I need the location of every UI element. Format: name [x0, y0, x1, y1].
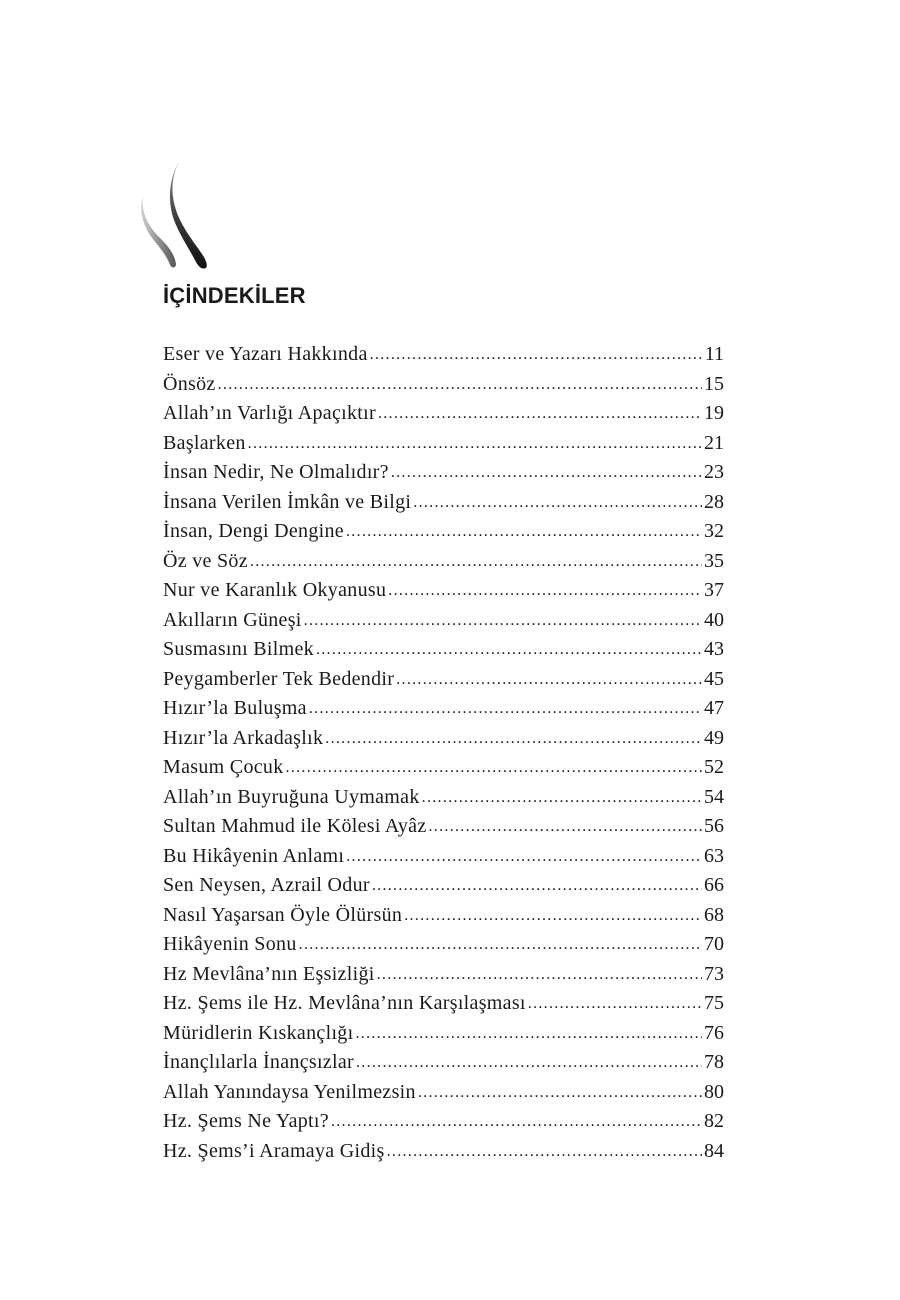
- toc-entry: [163, 1107, 724, 1137]
- page-title: İÇİNDEKİLER: [163, 283, 306, 308]
- toc-entry: [163, 1019, 724, 1049]
- dot-leader: [286, 752, 702, 783]
- dot-leader: [429, 811, 703, 842]
- dot-leader: [250, 546, 702, 577]
- dot-leader: [422, 782, 702, 813]
- toc-entry-title: Müridlerin Kıskançlığı: [163, 1021, 354, 1044]
- toc-entry-page-number: 40: [704, 608, 724, 631]
- dot-leader: [404, 900, 702, 931]
- toc-entry: [163, 930, 724, 960]
- toc-entry-page-number: 43: [704, 638, 724, 660]
- toc-entry-page-number: 78: [704, 1051, 724, 1073]
- toc-entry-title: İnsana Verilen İmkân ve Bilgi: [163, 490, 412, 513]
- toc-entry-page-number: 28: [704, 490, 724, 513]
- toc-entry-title: Nasıl Yaşarsan Öyle Ölürsün: [163, 903, 403, 926]
- toc-entry: [163, 842, 724, 872]
- toc-entry: [163, 960, 724, 990]
- dot-leader: [218, 369, 702, 400]
- toc-entry: [163, 694, 724, 724]
- toc-entry-page-number: 37: [704, 579, 724, 601]
- toc-entry-title: Hz Mevlâna’nın Eşsizliği: [163, 962, 375, 985]
- toc-entry-page-number: 54: [704, 785, 724, 808]
- toc-entry-page-number: 76: [704, 1021, 724, 1044]
- toc-entry-title: Sultan Mahmud ile Kölesi Ayâz: [163, 815, 427, 837]
- toc-entry-title: Peygamberler Tek Bedendir: [163, 667, 395, 690]
- toc-entry: [163, 665, 724, 695]
- toc-entry-title: Akılların Güneşi: [163, 608, 302, 631]
- dot-leader: [418, 1077, 702, 1108]
- toc-entry-page-number: 73: [704, 962, 724, 985]
- toc-entry: [163, 458, 724, 488]
- toc-entry-page-number: 52: [704, 756, 724, 778]
- toc-entry: [163, 1048, 724, 1078]
- dot-leader: [378, 398, 702, 429]
- toc-entry-title: Masum Çocuk: [163, 756, 284, 778]
- dot-leader: [370, 339, 703, 370]
- toc-entry: [163, 547, 724, 577]
- toc-entry-page-number: 11: [704, 343, 724, 365]
- toc-entry: [163, 635, 724, 665]
- toc-entry-title: Allah’ın Buyruğuna Uymamak: [163, 785, 420, 808]
- toc-entry-title: Allah Yanındaysa Yenilmezsin: [163, 1080, 416, 1103]
- toc-entry: [163, 783, 724, 813]
- toc-entry-page-number: 84: [704, 1139, 724, 1162]
- toc-entry: [163, 753, 724, 783]
- dot-leader: [325, 723, 702, 754]
- toc-entry-title: Önsöz: [163, 372, 216, 395]
- toc-entry-title: Hızır’la Buluşma: [163, 697, 307, 719]
- toc-entry-title: Hz. Şems ile Hz. Mevlâna’nın Karşılaşması: [163, 992, 526, 1014]
- dot-leader: [372, 870, 702, 901]
- dot-leader: [309, 693, 702, 724]
- dot-leader: [356, 1047, 702, 1078]
- toc-entry-title: Susmasını Bilmek: [163, 638, 314, 660]
- toc-entry-page-number: 23: [704, 461, 724, 483]
- toc-entry-title: Allah’ın Varlığı Apaçıktır: [163, 402, 376, 424]
- table-of-contents: [163, 340, 724, 1166]
- toc-entry-title: Başlarken: [163, 431, 246, 454]
- dot-leader: [304, 605, 702, 636]
- toc-entry-page-number: 21: [704, 431, 724, 454]
- toc-entry-title: İnsan, Dengi Dengine: [163, 520, 344, 542]
- dot-leader: [377, 959, 702, 990]
- toc-entry: [163, 488, 724, 518]
- toc-entry-title: Hikâyenin Sonu: [163, 933, 297, 955]
- calligraphic-flourish-icon: [136, 152, 220, 272]
- toc-entry-page-number: 80: [704, 1080, 724, 1103]
- dot-leader: [331, 1106, 702, 1137]
- toc-entry: [163, 1137, 724, 1167]
- toc-entry: [163, 606, 724, 636]
- toc-entry-page-number: 19: [704, 402, 724, 424]
- toc-entry: [163, 340, 724, 370]
- toc-entry-page-number: 56: [704, 815, 724, 837]
- toc-entry: [163, 724, 724, 754]
- toc-entry-title: Nur ve Karanlık Okyanusu: [163, 579, 387, 601]
- dot-leader: [346, 516, 702, 547]
- toc-entry-page-number: 47: [704, 697, 724, 719]
- dot-leader: [316, 634, 702, 665]
- toc-entry: [163, 1078, 724, 1108]
- toc-entry-title: İnsan Nedir, Ne Olmalıdır?: [163, 461, 389, 483]
- dot-leader: [248, 428, 702, 459]
- toc-entry-page-number: 63: [704, 844, 724, 867]
- toc-entry-page-number: 75: [704, 992, 724, 1014]
- toc-entry-title: Eser ve Yazarı Hakkında: [163, 343, 368, 365]
- dot-leader: [528, 988, 702, 1019]
- toc-entry-title: Hz. Şems’i Aramaya Gidiş: [163, 1139, 385, 1162]
- toc-entry-page-number: 35: [704, 549, 724, 572]
- toc-entry-page-number: 32: [704, 520, 724, 542]
- dot-leader: [396, 664, 702, 695]
- toc-entry-title: Hızır’la Arkadaşlık: [163, 726, 324, 749]
- dot-leader: [346, 841, 702, 872]
- toc-entry-page-number: 68: [704, 903, 724, 926]
- toc-entry-title: Öz ve Söz: [163, 549, 248, 572]
- toc-entry-title: İnançlılarla İnançsızlar: [163, 1051, 354, 1073]
- toc-entry: [163, 871, 724, 901]
- toc-entry: [163, 429, 724, 459]
- dot-leader: [391, 457, 702, 488]
- toc-entry: [163, 517, 724, 547]
- toc-entry: [163, 370, 724, 400]
- dot-leader: [355, 1018, 702, 1049]
- toc-entry-page-number: 49: [704, 726, 724, 749]
- toc-entry-title: Hz. Şems Ne Yaptı?: [163, 1110, 329, 1132]
- dot-leader: [299, 929, 702, 960]
- toc-entry-page-number: 66: [704, 874, 724, 896]
- toc-entry: [163, 576, 724, 606]
- toc-entry: [163, 812, 724, 842]
- toc-entry-title: Bu Hikâyenin Anlamı: [163, 844, 345, 867]
- toc-entry-page-number: 45: [704, 667, 724, 690]
- dot-leader: [413, 487, 702, 518]
- toc-entry: [163, 989, 724, 1019]
- dot-leader: [387, 1136, 702, 1167]
- toc-entry-page-number: 15: [704, 372, 724, 395]
- toc-entry: [163, 901, 724, 931]
- toc-entry-page-number: 82: [704, 1110, 724, 1132]
- toc-entry-page-number: 70: [704, 933, 724, 955]
- toc-entry: [163, 399, 724, 429]
- toc-entry-title: Sen Neysen, Azrail Odur: [163, 874, 370, 896]
- dot-leader: [388, 575, 702, 606]
